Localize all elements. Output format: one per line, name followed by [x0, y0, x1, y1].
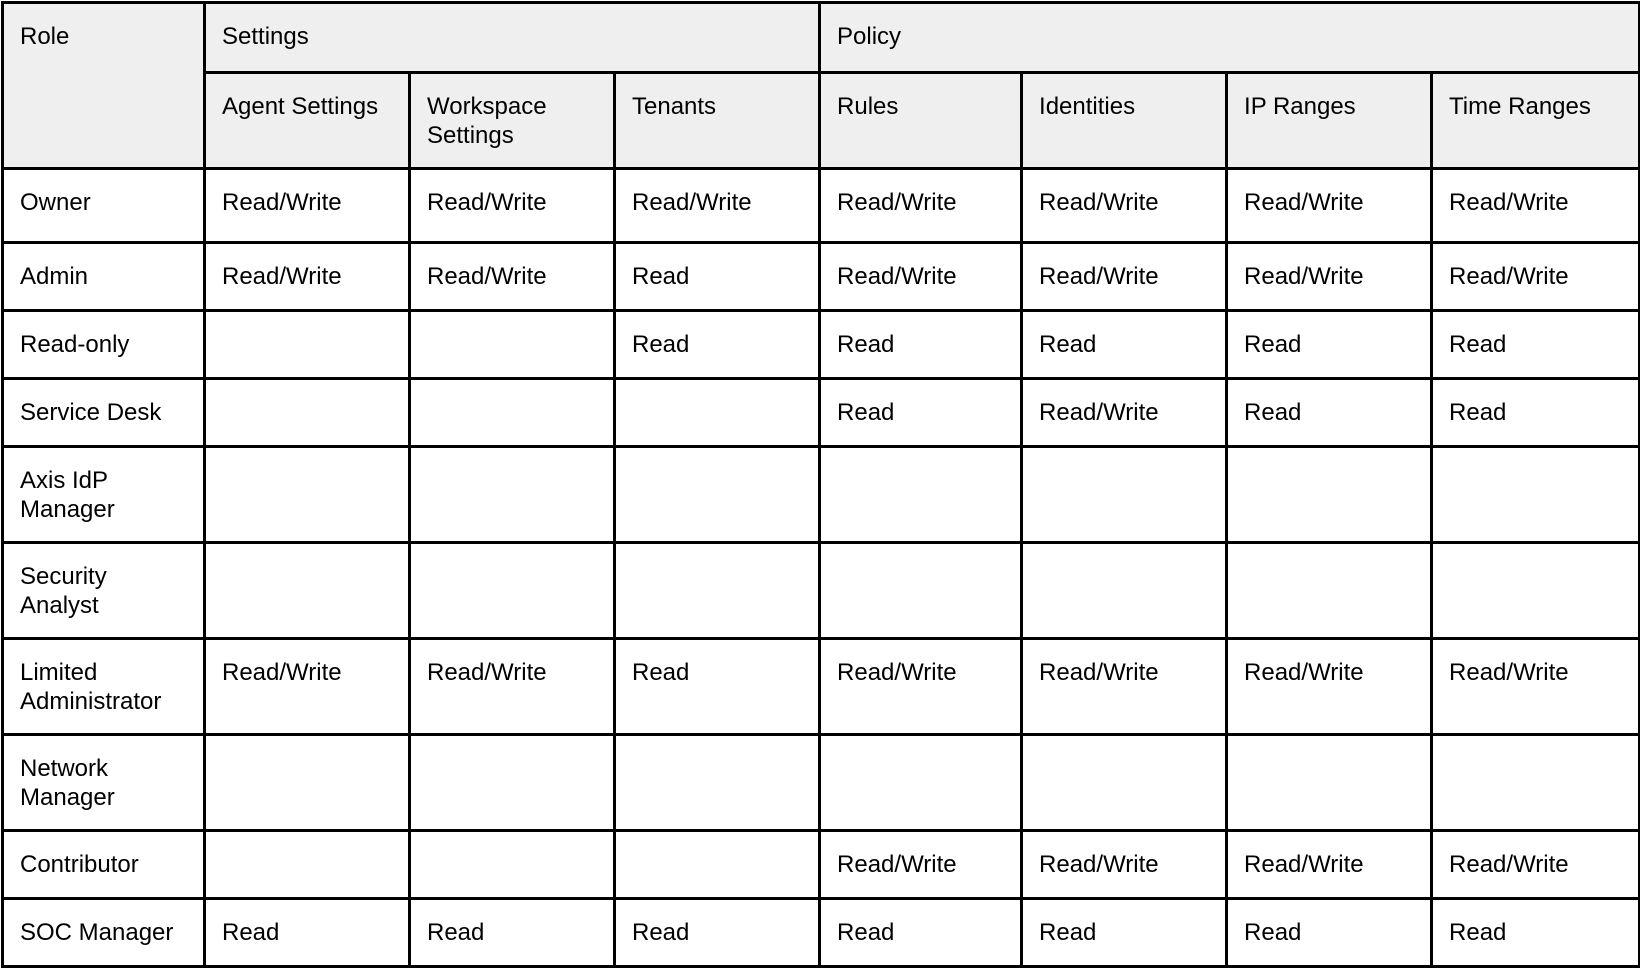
permission-cell: Read — [820, 311, 1022, 379]
header-column-row — [3, 73, 1640, 169]
role-cell: Contributor — [3, 831, 205, 899]
permission-cell: Read — [1432, 311, 1640, 379]
permission-cell: Read/Write — [1227, 639, 1432, 735]
permission-cell: Read — [615, 311, 820, 379]
permission-cell — [205, 447, 410, 543]
permission-cell — [615, 543, 820, 639]
column-header-agent-settings: Agent Settings — [205, 73, 410, 169]
permission-cell — [410, 379, 615, 447]
permission-cell — [1227, 735, 1432, 831]
role-cell: Security Analyst — [3, 543, 205, 639]
permission-cell: Read/Write — [1227, 831, 1432, 899]
permission-cell: Read/Write — [820, 831, 1022, 899]
permission-cell: Read/Write — [1022, 639, 1227, 735]
permission-cell — [1227, 543, 1432, 639]
permission-cell: Read/Write — [205, 169, 410, 243]
permission-cell — [1022, 447, 1227, 543]
table-row — [3, 543, 1640, 639]
permission-cell — [1432, 543, 1640, 639]
column-header-rules: Rules — [820, 73, 1022, 169]
permission-cell: Read — [205, 899, 410, 967]
table-body — [3, 169, 1640, 967]
permission-cell: Read/Write — [205, 243, 410, 311]
permission-cell — [1432, 735, 1640, 831]
table-row — [3, 639, 1640, 735]
column-header-tenants: Tenants — [615, 73, 820, 169]
role-cell: Service Desk — [3, 379, 205, 447]
table-row — [3, 447, 1640, 543]
table-header — [3, 3, 1640, 169]
role-cell: Axis IdP Manager — [3, 447, 205, 543]
permission-cell: Read — [1432, 379, 1640, 447]
table-row — [3, 243, 1640, 311]
permission-cell: Read — [615, 639, 820, 735]
permission-cell: Read — [615, 899, 820, 967]
permission-cell — [410, 735, 615, 831]
role-cell: Admin — [3, 243, 205, 311]
settings-group-header: Settings — [205, 3, 820, 73]
permission-cell: Read — [1022, 899, 1227, 967]
permission-cell — [1227, 447, 1432, 543]
permission-cell — [820, 543, 1022, 639]
permission-cell — [615, 379, 820, 447]
role-cell: Read-only — [3, 311, 205, 379]
permission-cell: Read/Write — [1432, 169, 1640, 243]
column-header-identities: Identities — [1022, 73, 1227, 169]
table-row — [3, 169, 1640, 243]
permission-cell: Read/Write — [1432, 639, 1640, 735]
table-row — [3, 899, 1640, 967]
table-row — [3, 311, 1640, 379]
permission-cell: Read/Write — [1432, 831, 1640, 899]
role-cell: Network Manager — [3, 735, 205, 831]
permission-cell — [1022, 543, 1227, 639]
permission-cell: Read/Write — [1227, 243, 1432, 311]
permission-cell — [615, 447, 820, 543]
permission-cell: Read/Write — [1432, 243, 1640, 311]
permission-cell: Read — [410, 899, 615, 967]
permission-cell: Read — [1227, 899, 1432, 967]
permission-cell — [1432, 447, 1640, 543]
permission-cell — [820, 735, 1022, 831]
permission-cell: Read/Write — [410, 169, 615, 243]
permission-cell: Read/Write — [615, 169, 820, 243]
table-row — [3, 735, 1640, 831]
role-cell: SOC Manager — [3, 899, 205, 967]
role-cell: Limited Administrator — [3, 639, 205, 735]
permission-cell — [410, 543, 615, 639]
permission-cell — [1022, 735, 1227, 831]
role-column-header: Role — [3, 3, 205, 169]
permission-cell: Read — [820, 379, 1022, 447]
permission-cell: Read/Write — [205, 639, 410, 735]
permission-cell — [410, 311, 615, 379]
permission-cell: Read/Write — [1022, 243, 1227, 311]
permission-cell: Read — [1432, 899, 1640, 967]
permission-cell: Read/Write — [820, 169, 1022, 243]
column-header-ip-ranges: IP Ranges — [1227, 73, 1432, 169]
permission-cell — [820, 447, 1022, 543]
permission-cell — [410, 447, 615, 543]
permission-cell: Read/Write — [1022, 169, 1227, 243]
permission-cell — [205, 543, 410, 639]
permission-cell: Read/Write — [1022, 379, 1227, 447]
policy-group-header: Policy — [820, 3, 1640, 73]
column-header-time-ranges: Time Ranges — [1432, 73, 1640, 169]
permission-cell — [205, 831, 410, 899]
permission-cell: Read — [615, 243, 820, 311]
permission-cell: Read — [1022, 311, 1227, 379]
column-header-workspace-settings: Workspace Settings — [410, 73, 615, 169]
permission-cell: Read/Write — [1022, 831, 1227, 899]
permission-cell: Read — [1227, 379, 1432, 447]
permission-cell: Read/Write — [410, 243, 615, 311]
permission-cell — [205, 379, 410, 447]
role-cell: Owner — [3, 169, 205, 243]
permission-cell — [615, 735, 820, 831]
permission-cell — [615, 831, 820, 899]
permission-cell: Read — [1227, 311, 1432, 379]
permission-cell — [410, 831, 615, 899]
permission-cell: Read/Write — [1227, 169, 1432, 243]
permission-cell: Read/Write — [410, 639, 615, 735]
permission-cell: Read/Write — [820, 243, 1022, 311]
permission-cell: Read — [820, 899, 1022, 967]
permission-cell — [205, 735, 410, 831]
table-row — [3, 831, 1640, 899]
table-row — [3, 379, 1640, 447]
header-group-row — [3, 3, 1640, 73]
permissions-table — [1, 1, 1640, 968]
permission-cell: Read/Write — [820, 639, 1022, 735]
permission-cell — [205, 311, 410, 379]
